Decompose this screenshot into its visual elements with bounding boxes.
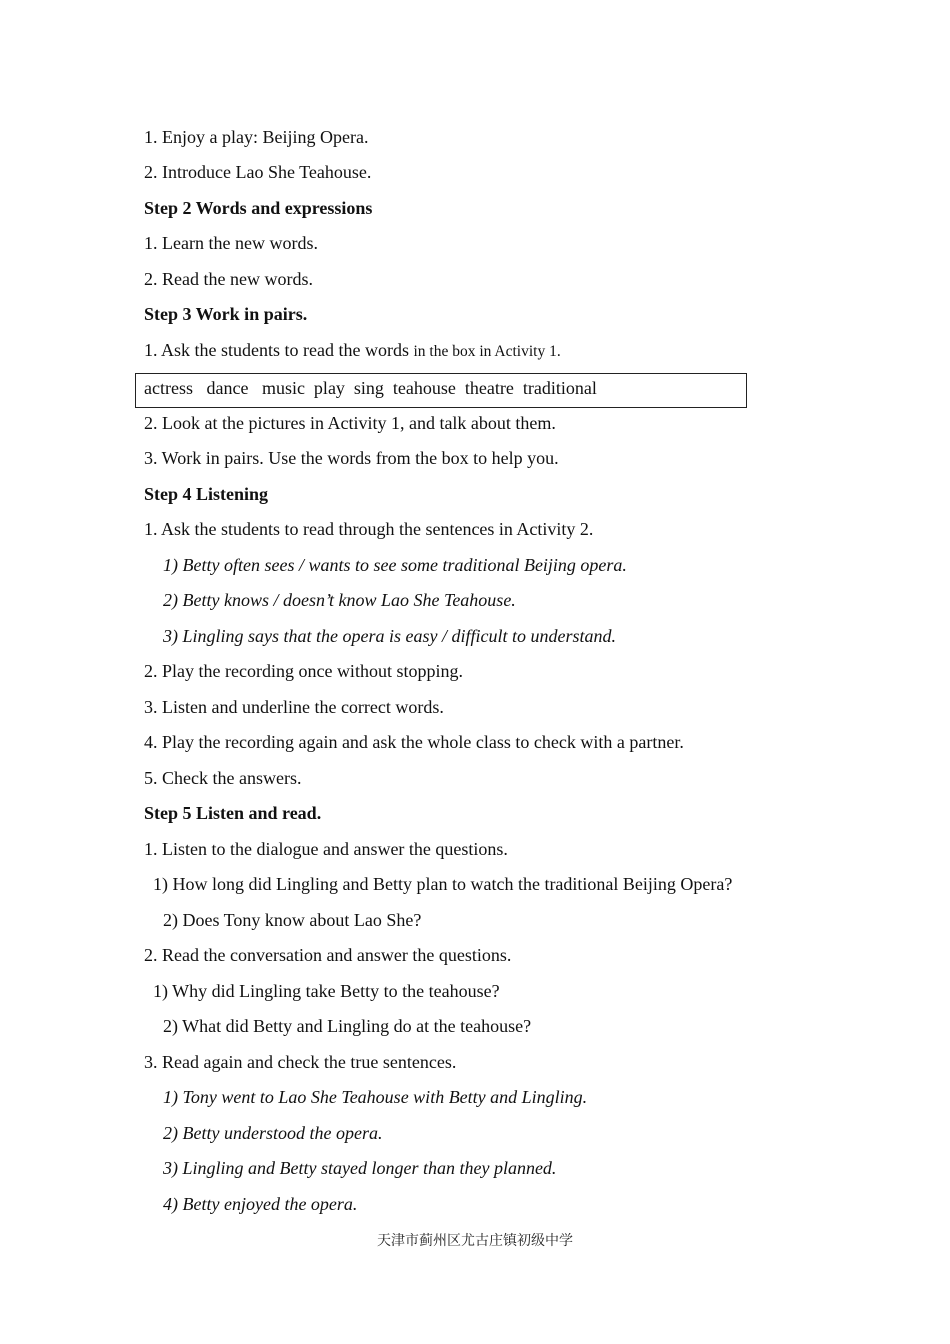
list-item: 5. Check the answers. — [144, 768, 302, 788]
sub-item: 3) Lingling says that the opera is easy / difficult to understand. — [163, 626, 616, 646]
step-heading: Step 4 Listening — [144, 484, 269, 504]
step-heading: Step 3 Work in pairs. — [144, 304, 308, 324]
list-item: 1. Learn the new words. — [144, 233, 318, 253]
list-item: 2. Introduce Lao She Teahouse. — [144, 162, 372, 182]
list-item: 1. Listen to the dialogue and answer the questions. — [144, 839, 508, 859]
sub-item: 3) Lingling and Betty stayed longer than they planned. — [163, 1158, 557, 1178]
step-heading: Step 5 Listen and read. — [144, 803, 322, 823]
list-item: 2. Look at the pictures in Activity 1, and talk about them. — [144, 413, 556, 433]
sub-item: 2) What did Betty and Lingling do at the teahouse? — [163, 1016, 532, 1036]
list-item: 1. Enjoy a play: Beijing Opera. — [144, 127, 369, 147]
instruction-text: 1. Ask the students to read the words — [144, 340, 414, 360]
instruction-text-small: in the box in Activity 1. — [413, 343, 561, 360]
step-heading: Step 2 Words and expressions — [144, 198, 373, 218]
word-box-words: actress dance music play sing teahouse theatre traditional — [144, 378, 597, 398]
list-item: 2. Read the conversation and answer the questions. — [144, 945, 512, 965]
list-item: 4. Play the recording again and ask the whole class to check with a partner. — [144, 732, 684, 752]
list-item: 1. Ask the students to read through the sentences in Activity 2. — [144, 519, 594, 539]
sub-item: 1) Betty often sees / wants to see some traditional Beijing opera. — [163, 555, 627, 575]
sub-item: 2) Does Tony know about Lao She? — [163, 910, 422, 930]
sub-item: 1) Why did Lingling take Betty to the teahouse? — [153, 981, 500, 1001]
page-footer: 天津市蓟州区尤古庄镇初级中学 — [377, 1233, 573, 1249]
list-item: 3. Work in pairs. Use the words from the box to help you. — [144, 448, 559, 468]
sub-item: 2) Betty understood the opera. — [163, 1123, 383, 1143]
sub-item: 1) How long did Lingling and Betty plan to watch the traditional Beijing Opera? — [153, 874, 733, 894]
list-item — [144, 339, 561, 363]
sub-item: 1) Tony went to Lao She Teahouse with Betty and Lingling. — [163, 1087, 588, 1107]
list-item: 2. Read the new words. — [144, 269, 313, 289]
sub-item: 4) Betty enjoyed the opera. — [163, 1194, 358, 1214]
word-box — [135, 373, 747, 408]
list-item: 3. Read again and check the true sentences. — [144, 1052, 457, 1072]
list-item: 2. Play the recording once without stopping. — [144, 661, 463, 681]
list-item: 3. Listen and underline the correct words. — [144, 697, 444, 717]
sub-item: 2) Betty knows / doesn’t know Lao She Teahouse. — [163, 590, 516, 610]
